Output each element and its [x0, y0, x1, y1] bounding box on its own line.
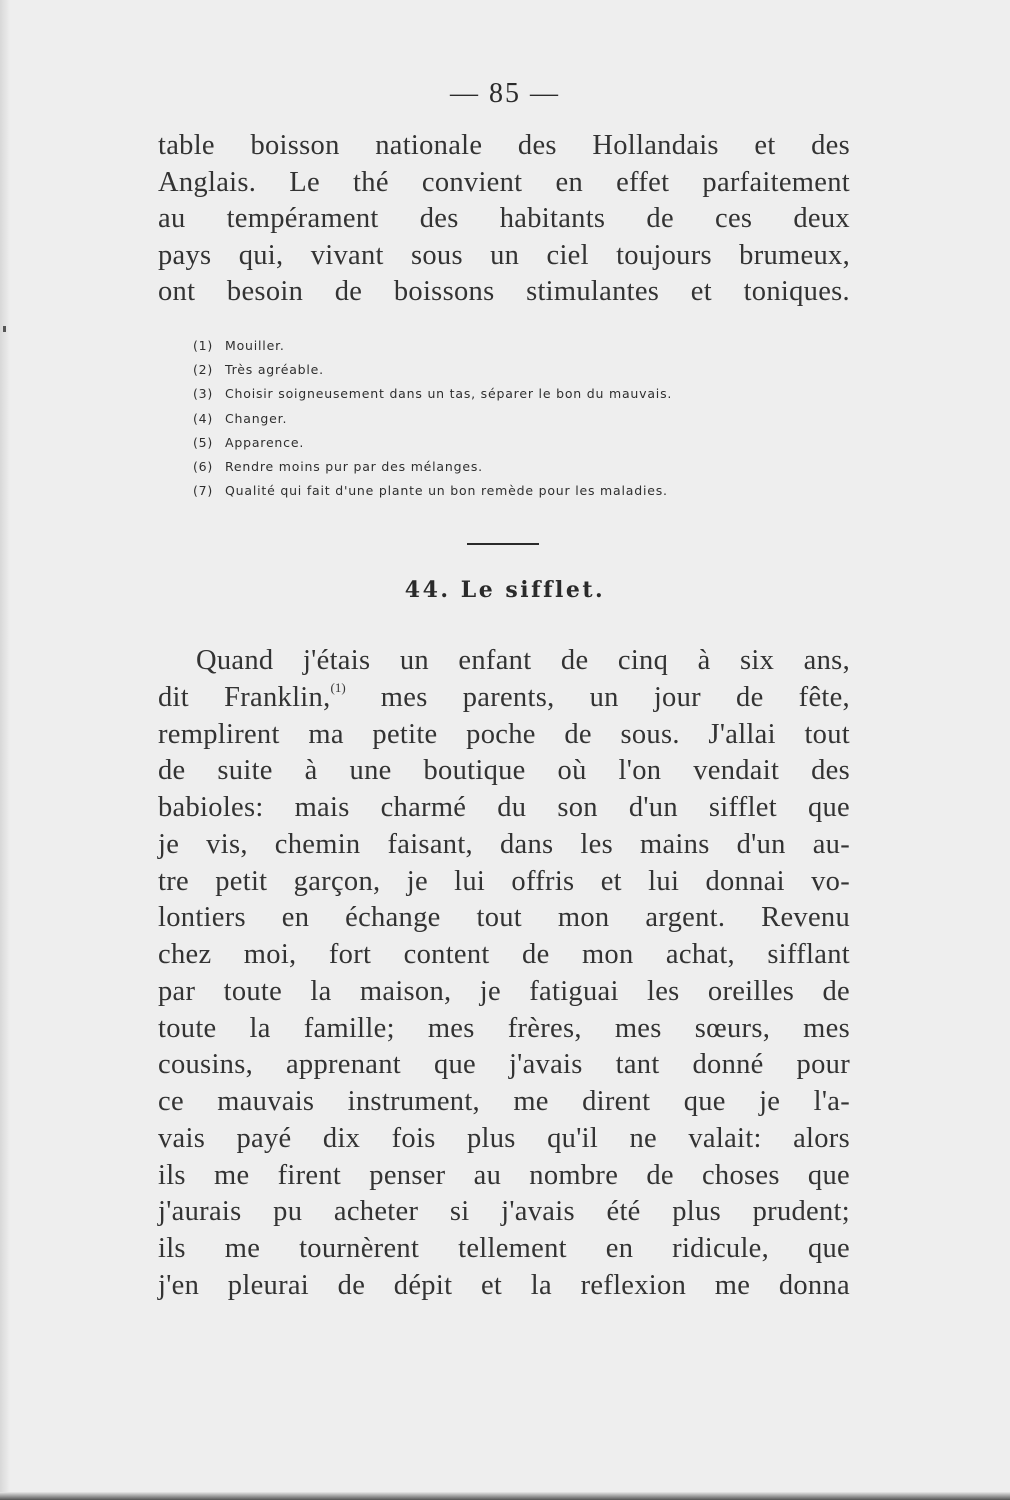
text-line: remplirent ma petite poche de sous. J'allai tout [158, 718, 850, 750]
footnote [193, 382, 813, 406]
text-line: Quand j'étais un enfant de cinq à six ans, [196, 645, 850, 676]
page-bottom-edge-shadow [0, 1492, 1010, 1500]
text-line: vais payé dix fois plus qu'il ne valait: alors [158, 1122, 850, 1154]
text-segment: mes parents, un jour de fête, [345, 681, 850, 713]
text-line: de suite à une boutique où l'on vendait des [158, 755, 850, 787]
footnote [193, 407, 813, 431]
footnote [193, 334, 813, 358]
text-line: pays qui, vivant sous un ciel toujours brumeux, [158, 239, 850, 271]
footnote-number: (2) [193, 362, 214, 378]
text-line: toute la famille; mes frères, mes sœurs, mes [158, 1012, 850, 1044]
text-line: chez moi, fort content de mon achat, sifflant [158, 939, 850, 970]
footnote [193, 431, 813, 455]
text-line: ils me tournèrent tellement en ridicule, que [158, 1233, 850, 1264]
footnote-text: Apparence. [225, 434, 305, 450]
text-segment: dit Franklin, [158, 681, 331, 713]
text-line: je vis, chemin faisant, dans les mains d'un au- [158, 828, 850, 860]
text-line: j'en pleurai de dépit et la reflexion me donna [158, 1269, 850, 1301]
text-line: lontiers en échange tout mon argent. Revenu [158, 902, 850, 934]
text-line: au tempérament des habitants de ces deux [158, 203, 850, 234]
margin-mark [3, 326, 6, 332]
footnote-number: (3) [193, 386, 214, 402]
text-line: ils me firent penser au nombre de choses que [158, 1159, 850, 1191]
footnote-number: (4) [193, 410, 214, 426]
footnote-text: Très agréable. [225, 362, 324, 378]
text-line: j'aurais pu acheter si j'avais été plus prudent; [158, 1196, 850, 1228]
footnote [193, 479, 813, 503]
text-line: tre petit garçon, je lui offris et lui donnai vo- [158, 865, 850, 897]
section-paragraph [158, 643, 850, 1305]
footnote-number: (7) [193, 483, 214, 499]
footnote-text: Changer. [225, 410, 288, 426]
text-line-with-footnote-ref [158, 680, 850, 717]
footnote-text: Choisir soigneusement dans un tas, séparer le bon du mauvais. [225, 386, 673, 402]
text-line: ont besoin de boissons stimulantes et toniques. [158, 276, 850, 307]
footnote-text: Mouiller. [225, 338, 285, 353]
footnote-number: (5) [193, 434, 214, 450]
footnote [193, 455, 813, 479]
text-line: table boisson nationale des Hollandais et des [158, 130, 850, 161]
text-line: par toute la maison, je fatiguai les oreilles de [158, 975, 850, 1007]
text-line: cousins, apprenant que j'avais tant donné pour [158, 1049, 850, 1081]
footnotes-list [193, 334, 813, 503]
text-line: Anglais. Le thé convient en effet parfaitement [158, 166, 850, 198]
text-line: ce mauvais instrument, me dirent que je l'a- [158, 1086, 850, 1117]
page-left-edge-shadow [0, 0, 10, 1500]
footnote-reference: (1) [330, 679, 346, 695]
footnote-number: (1) [193, 338, 214, 353]
text-line: babioles: mais charmé du son d'un sifflet que [158, 792, 850, 823]
footnote-text: Rendre moins pur par des mélanges. [225, 458, 483, 474]
footnote-number: (6) [193, 458, 214, 474]
page-number: — 85 — [450, 78, 560, 109]
footnote [193, 358, 813, 382]
section-title: 44. Le sifflet. [404, 577, 606, 603]
section-divider [467, 543, 539, 545]
continuation-paragraph [158, 128, 850, 311]
footnote-text: Qualité qui fait d'une plante un bon remède pour les maladies. [225, 483, 668, 499]
